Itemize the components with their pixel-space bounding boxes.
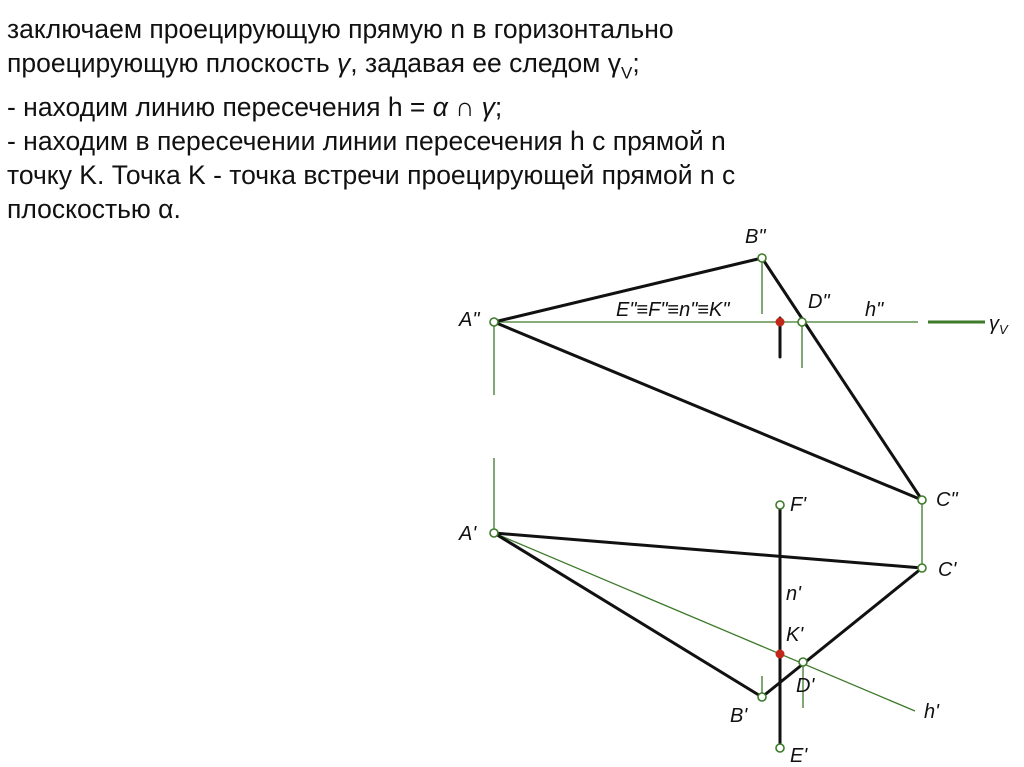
- point-A1: [490, 529, 498, 537]
- text-line-2: проецирующую плоскость γ, задавая ее следом $\gamma_V$;: [7, 48, 640, 83]
- label-B2: B": [745, 226, 766, 248]
- label-h1: h': [924, 701, 939, 723]
- h1-line: [494, 533, 915, 711]
- label-A1: A': [459, 523, 477, 545]
- edge-B2-C2: [762, 258, 922, 500]
- point-K1: [776, 650, 785, 659]
- point-D2: [798, 318, 806, 326]
- label-A2: A": [459, 309, 480, 331]
- point-F1: [776, 501, 784, 509]
- edge-A2-C2: [494, 322, 922, 500]
- text-line-6: плоскостью α.: [7, 194, 181, 225]
- label-C1: C': [938, 559, 957, 581]
- point-K2: [776, 318, 785, 327]
- text-line-5: точку K. Точка K - точка встречи проецирующей прямой n с: [7, 160, 736, 191]
- label-h2: h": [865, 299, 884, 321]
- label-C2: C": [936, 489, 958, 511]
- point-B2: [758, 254, 766, 262]
- point-C1: [918, 564, 926, 572]
- edge-A1-B1: [494, 533, 762, 697]
- text-line-1: заключаем проецирующую прямую n в горизонтально: [7, 14, 674, 44]
- label-gammaV: $\gamma_V$: [989, 313, 1008, 337]
- label-E1: E': [790, 745, 808, 767]
- point-E1: [776, 744, 784, 752]
- point-C2: [918, 496, 926, 504]
- label-EFnK2: E"≡F"≡n"≡K": [616, 299, 730, 321]
- point-A2: [490, 318, 498, 326]
- label-B1: B': [730, 705, 748, 727]
- label-F1: F': [790, 494, 807, 516]
- label-n1: n': [786, 583, 801, 605]
- label-K1: K': [786, 624, 804, 646]
- construction-lines: [494, 258, 922, 711]
- point-B1: [758, 693, 766, 701]
- edge-A1-C1: [494, 533, 922, 568]
- object-lines: [494, 258, 922, 748]
- label-D1: D': [796, 675, 815, 697]
- text-line-4: - находим в пересечении линии пересечения h с прямой n: [7, 126, 726, 157]
- point-D1: [799, 658, 807, 666]
- points: [490, 254, 926, 752]
- label-D2: D": [808, 291, 830, 313]
- text-line-3: - находим линию пересечения h = α ∩ γ;: [7, 92, 503, 123]
